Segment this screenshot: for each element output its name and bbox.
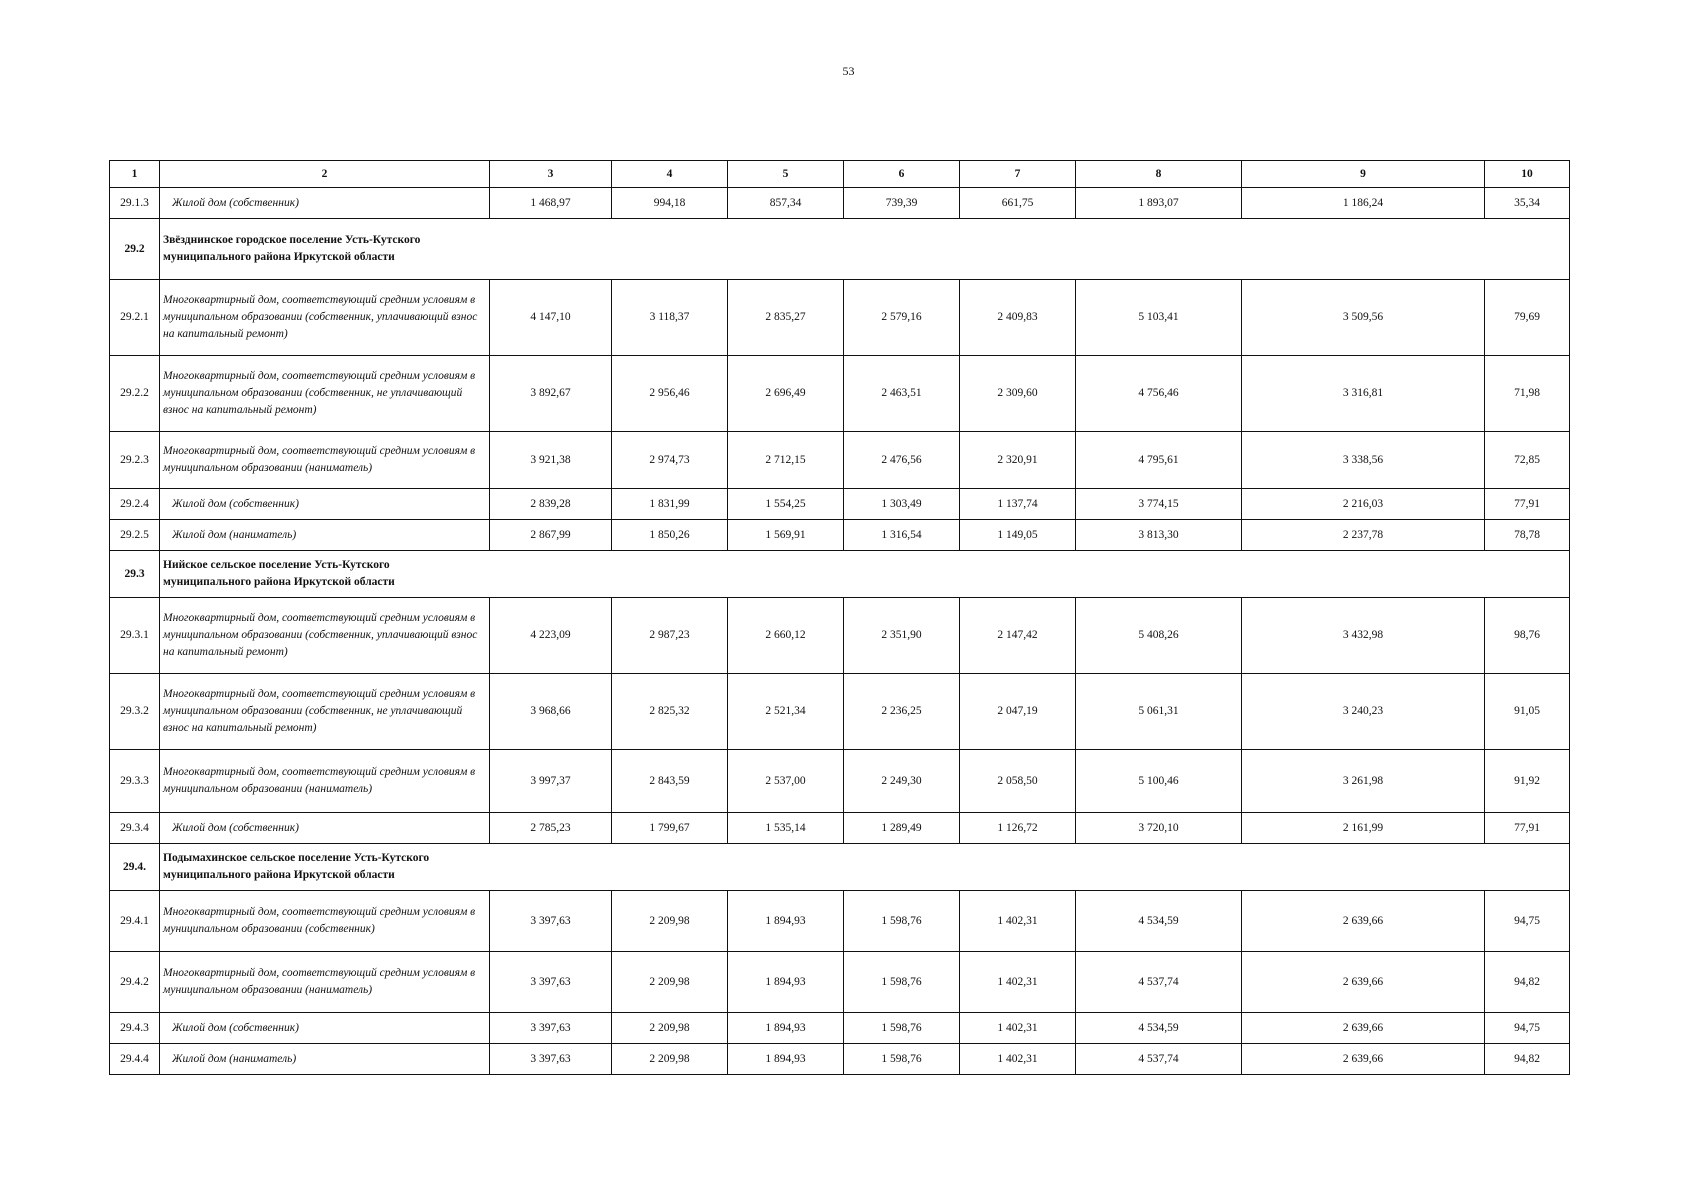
value-cell-col-3: 4 223,09 [490,598,612,674]
value-cell-col-8: 1 893,07 [1076,188,1242,219]
value-cell-col-8: 4 534,59 [1076,891,1242,952]
column-header: 2 [160,161,490,188]
value-cell-col-8: 5 408,26 [1076,598,1242,674]
value-cell-col-9: 3 240,23 [1242,674,1485,750]
value-cell-col-9: 3 432,98 [1242,598,1485,674]
row-description: Жилой дом (собственник) [160,813,490,844]
value-cell-col-4: 3 118,37 [612,280,728,356]
value-cell-col-8: 4 756,46 [1076,356,1242,432]
row-code: 29.2.1 [110,280,160,356]
value-cell-col-10: 77,91 [1485,489,1570,520]
row-code: 29.2.5 [110,520,160,551]
value-cell-col-4: 1 850,26 [612,520,728,551]
value-cell-col-3: 3 397,63 [490,1013,612,1044]
table-row [110,280,1570,356]
table-row [110,750,1570,813]
value-cell-col-4: 2 209,98 [612,1044,728,1075]
value-cell-col-3: 2 867,99 [490,520,612,551]
section-title-text: Нийское сельское поселение Усть-Кутского муниципального района Иркутской области [163,559,395,588]
table-row [110,891,1570,952]
value-cell-col-7: 2 309,60 [960,356,1076,432]
value-cell-col-8: 5 061,31 [1076,674,1242,750]
table-row [110,489,1570,520]
row-description: Многоквартирный дом, соответствующий средним условиям в муниципальном образовании (собственник, уплачивающий взнос на капитальный ремонт) [160,280,490,356]
value-cell-col-4: 2 209,98 [612,952,728,1013]
row-description: Жилой дом (собственник) [160,188,490,219]
value-cell-col-6: 1 289,49 [844,813,960,844]
row-description: Жилой дом (наниматель) [160,1044,490,1075]
column-header: 4 [612,161,728,188]
value-cell-col-9: 2 216,03 [1242,489,1485,520]
section-title [160,844,1570,891]
value-cell-col-5: 2 696,49 [728,356,844,432]
page-number: 53 [842,64,855,78]
value-cell-col-10: 35,34 [1485,188,1570,219]
row-code: 29.4.2 [110,952,160,1013]
value-cell-col-3: 2 839,28 [490,489,612,520]
value-cell-col-7: 1 402,31 [960,1044,1076,1075]
value-cell-col-9: 3 261,98 [1242,750,1485,813]
column-header: 8 [1076,161,1242,188]
value-cell-col-4: 2 825,32 [612,674,728,750]
value-cell-col-7: 1 149,05 [960,520,1076,551]
value-cell-col-3: 3 892,67 [490,356,612,432]
value-cell-col-9: 2 639,66 [1242,1013,1485,1044]
row-code: 29.2.4 [110,489,160,520]
value-cell-col-9: 2 237,78 [1242,520,1485,551]
row-description: Жилой дом (собственник) [160,489,490,520]
section-title-text: Подымахинское сельское поселение Усть-Кутского муниципального района Иркутской области [163,852,430,881]
row-code: 29.2.2 [110,356,160,432]
value-cell-col-10: 94,82 [1485,1044,1570,1075]
value-cell-col-10: 94,75 [1485,891,1570,952]
value-cell-col-5: 1 535,14 [728,813,844,844]
value-cell-col-7: 1 402,31 [960,891,1076,952]
value-cell-col-5: 2 712,15 [728,432,844,489]
row-description: Многоквартирный дом, соответствующий средним условиям в муниципальном образовании (наниматель) [160,432,490,489]
value-cell-col-7: 1 402,31 [960,1013,1076,1044]
value-cell-col-6: 1 598,76 [844,1044,960,1075]
value-cell-col-7: 1 402,31 [960,952,1076,1013]
value-cell-col-6: 1 303,49 [844,489,960,520]
row-code: 29.2.3 [110,432,160,489]
value-cell-col-4: 1 799,67 [612,813,728,844]
row-code: 29.4.4 [110,1044,160,1075]
section-code: 29.4. [110,844,160,891]
tariff-table [109,160,1570,1075]
value-cell-col-3: 3 968,66 [490,674,612,750]
section-title-text: Звёзднинское городское поселение Усть-Кутского муниципального района Иркутской области [163,234,421,263]
value-cell-col-9: 2 161,99 [1242,813,1485,844]
row-code: 29.3.3 [110,750,160,813]
value-cell-col-5: 2 835,27 [728,280,844,356]
value-cell-col-8: 4 795,61 [1076,432,1242,489]
row-description: Жилой дом (наниматель) [160,520,490,551]
value-cell-col-4: 2 209,98 [612,891,728,952]
table-row [110,813,1570,844]
value-cell-col-4: 994,18 [612,188,728,219]
value-cell-col-9: 3 509,56 [1242,280,1485,356]
value-cell-col-7: 2 409,83 [960,280,1076,356]
value-cell-col-5: 2 660,12 [728,598,844,674]
value-cell-col-6: 2 236,25 [844,674,960,750]
value-cell-col-3: 3 397,63 [490,891,612,952]
value-cell-col-5: 2 537,00 [728,750,844,813]
row-description: Многоквартирный дом, соответствующий средним условиям в муниципальном образовании (собственник, уплачивающий взнос на капитальный ремонт) [160,598,490,674]
row-code: 29.3.4 [110,813,160,844]
value-cell-col-7: 1 126,72 [960,813,1076,844]
section-title [160,551,1570,598]
row-description: Жилой дом (собственник) [160,1013,490,1044]
column-header: 6 [844,161,960,188]
table-row [110,952,1570,1013]
value-cell-col-10: 98,76 [1485,598,1570,674]
value-cell-col-7: 2 058,50 [960,750,1076,813]
value-cell-col-8: 4 537,74 [1076,1044,1242,1075]
value-cell-col-10: 91,92 [1485,750,1570,813]
section-code: 29.3 [110,551,160,598]
value-cell-col-3: 2 785,23 [490,813,612,844]
value-cell-col-6: 739,39 [844,188,960,219]
value-cell-col-4: 2 987,23 [612,598,728,674]
value-cell-col-6: 1 598,76 [844,891,960,952]
section-row [110,551,1570,598]
section-row [110,844,1570,891]
value-cell-col-8: 3 774,15 [1076,489,1242,520]
value-cell-col-5: 1 894,93 [728,891,844,952]
row-code: 29.1.3 [110,188,160,219]
column-header: 3 [490,161,612,188]
value-cell-col-3: 3 997,37 [490,750,612,813]
table-row [110,1044,1570,1075]
value-cell-col-8: 4 534,59 [1076,1013,1242,1044]
value-cell-col-8: 5 103,41 [1076,280,1242,356]
value-cell-col-6: 2 463,51 [844,356,960,432]
value-cell-col-8: 3 813,30 [1076,520,1242,551]
column-header: 9 [1242,161,1485,188]
row-code: 29.4.1 [110,891,160,952]
value-cell-col-9: 3 316,81 [1242,356,1485,432]
value-cell-col-9: 1 186,24 [1242,188,1485,219]
value-cell-col-4: 2 974,73 [612,432,728,489]
table-row [110,598,1570,674]
value-cell-col-6: 2 476,56 [844,432,960,489]
column-header: 10 [1485,161,1570,188]
value-cell-col-3: 4 147,10 [490,280,612,356]
value-cell-col-10: 94,75 [1485,1013,1570,1044]
row-description: Многоквартирный дом, соответствующий средним условиям в муниципальном образовании (собственник, не уплачивающий взнос на капитальный ремонт) [160,356,490,432]
value-cell-col-4: 2 843,59 [612,750,728,813]
value-cell-col-7: 2 147,42 [960,598,1076,674]
value-cell-col-5: 1 894,93 [728,952,844,1013]
value-cell-col-8: 5 100,46 [1076,750,1242,813]
value-cell-col-6: 2 579,16 [844,280,960,356]
value-cell-col-9: 2 639,66 [1242,1044,1485,1075]
value-cell-col-7: 1 137,74 [960,489,1076,520]
row-description: Многоквартирный дом, соответствующий средним условиям в муниципальном образовании (собственник) [160,891,490,952]
section-code: 29.2 [110,219,160,280]
row-description: Многоквартирный дом, соответствующий средним условиям в муниципальном образовании (наниматель) [160,750,490,813]
section-title [160,219,1570,280]
value-cell-col-4: 2 956,46 [612,356,728,432]
value-cell-col-5: 2 521,34 [728,674,844,750]
row-description: Многоквартирный дом, соответствующий средним условиям в муниципальном образовании (собственник, не уплачивающий взнос на капитальный ремонт) [160,674,490,750]
table-row [110,520,1570,551]
column-header: 5 [728,161,844,188]
row-code: 29.3.2 [110,674,160,750]
value-cell-col-5: 1 569,91 [728,520,844,551]
value-cell-col-3: 3 921,38 [490,432,612,489]
column-header: 1 [110,161,160,188]
value-cell-col-10: 72,85 [1485,432,1570,489]
value-cell-col-9: 3 338,56 [1242,432,1485,489]
value-cell-col-3: 3 397,63 [490,1044,612,1075]
value-cell-col-10: 77,91 [1485,813,1570,844]
value-cell-col-10: 91,05 [1485,674,1570,750]
table-row [110,432,1570,489]
value-cell-col-9: 2 639,66 [1242,952,1485,1013]
value-cell-col-9: 2 639,66 [1242,891,1485,952]
value-cell-col-7: 2 320,91 [960,432,1076,489]
value-cell-col-4: 2 209,98 [612,1013,728,1044]
value-cell-col-10: 94,82 [1485,952,1570,1013]
value-cell-col-6: 2 351,90 [844,598,960,674]
header-row [110,161,1570,188]
table-row [110,356,1570,432]
value-cell-col-6: 1 316,54 [844,520,960,551]
row-description: Многоквартирный дом, соответствующий средним условиям в муниципальном образовании (наниматель) [160,952,490,1013]
value-cell-col-8: 3 720,10 [1076,813,1242,844]
column-header: 7 [960,161,1076,188]
value-cell-col-5: 857,34 [728,188,844,219]
row-code: 29.4.3 [110,1013,160,1044]
value-cell-col-10: 71,98 [1485,356,1570,432]
table-row [110,1013,1570,1044]
value-cell-col-5: 1 894,93 [728,1013,844,1044]
value-cell-col-10: 79,69 [1485,280,1570,356]
value-cell-col-7: 2 047,19 [960,674,1076,750]
value-cell-col-5: 1 554,25 [728,489,844,520]
value-cell-col-10: 78,78 [1485,520,1570,551]
value-cell-col-4: 1 831,99 [612,489,728,520]
section-row [110,219,1570,280]
value-cell-col-6: 1 598,76 [844,952,960,1013]
value-cell-col-6: 2 249,30 [844,750,960,813]
value-cell-col-8: 4 537,74 [1076,952,1242,1013]
value-cell-col-5: 1 894,93 [728,1044,844,1075]
value-cell-col-3: 1 468,97 [490,188,612,219]
row-code: 29.3.1 [110,598,160,674]
value-cell-col-3: 3 397,63 [490,952,612,1013]
table-row [110,188,1570,219]
table-row [110,674,1570,750]
value-cell-col-6: 1 598,76 [844,1013,960,1044]
value-cell-col-7: 661,75 [960,188,1076,219]
